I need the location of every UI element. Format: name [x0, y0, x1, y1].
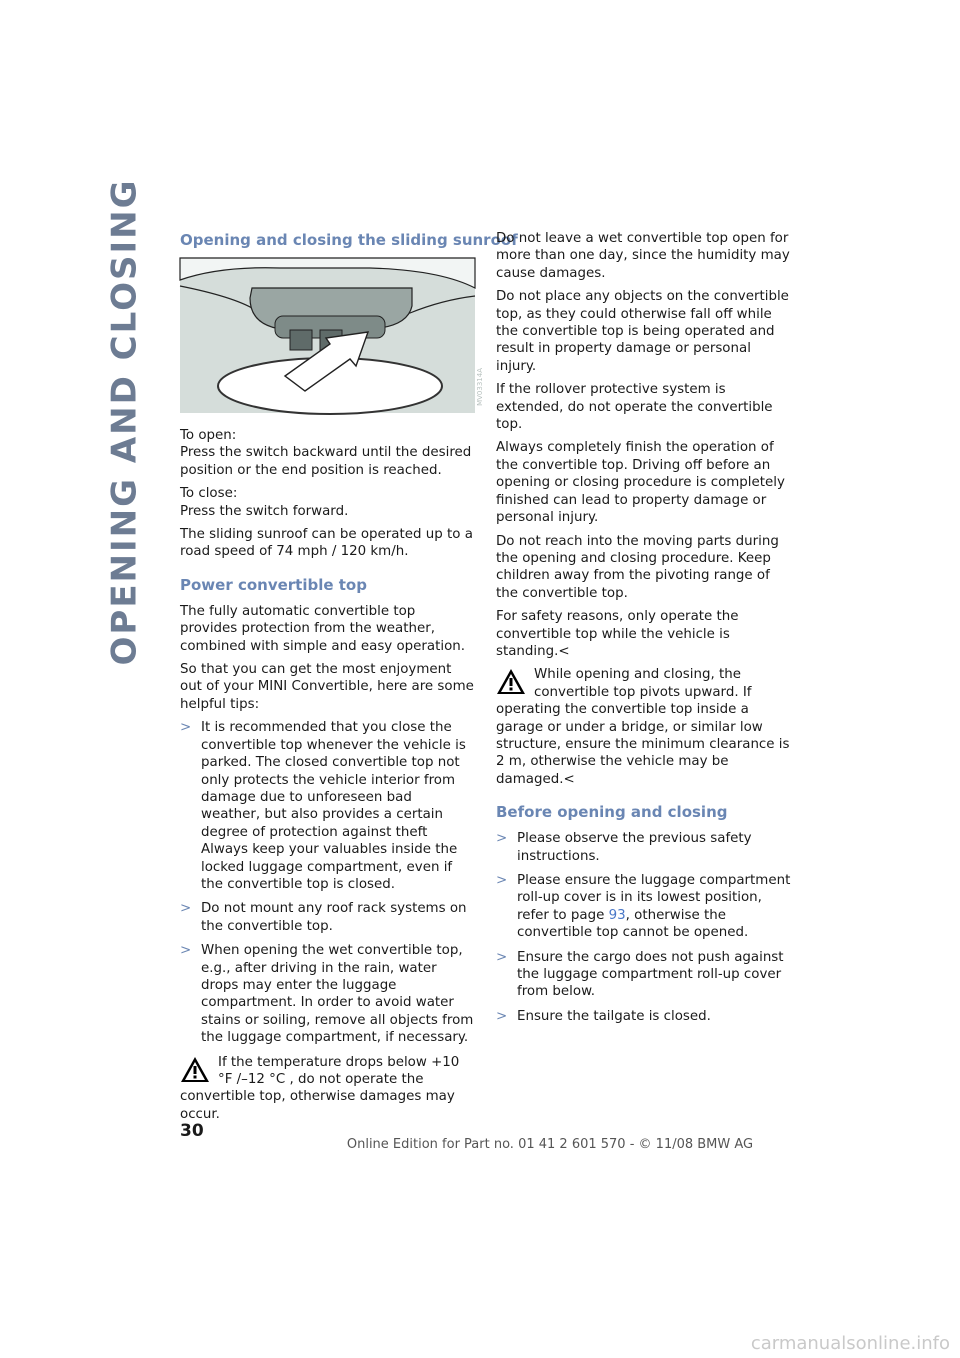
paragraph-moving-parts: Do not reach into the moving parts during the opening and closing procedure. Keep children away from the pivoting range of the convertible top.: [496, 533, 779, 601]
sunroof-switch-drawing: [180, 258, 475, 413]
warning-clearance: [496, 666, 791, 788]
bullet-marker: >: [180, 720, 192, 736]
tips-list: [180, 719, 475, 1046]
list-item-text: When opening the wet convertible top, e.g., after driving in the rain, water drops may enter the luggage compartment. In order to avoid water stains or soiling, remove all objects from the luggage compartment, if necessary.: [201, 943, 474, 1046]
list-item: [496, 830, 791, 865]
bullet-marker: >: [496, 831, 508, 847]
list-item-text: Ensure the tailgate is closed.: [517, 1008, 711, 1024]
paragraph-standing: For safety reasons, only operate the convertible top while the vehicle is standing.<: [496, 609, 739, 659]
page-93-link[interactable]: 93: [608, 907, 626, 923]
section-side-title-text: OPENING AND CLOSING: [104, 178, 144, 666]
watermark: carmanualsonline.info: [750, 1333, 950, 1354]
list-item: [180, 719, 475, 893]
close-title: To close:: [180, 486, 238, 502]
heading-before-opening: Before opening and closing: [496, 803, 728, 822]
list-item-text: Please ensure the luggage compartment roll-up cover is in its lowest position, refer to page: [517, 873, 791, 923]
warning-triangle-icon: [496, 668, 526, 695]
list-item: [496, 1008, 791, 1025]
paragraph-rollover: If the rollover protective system is extended, do not operate the convertible top.: [496, 382, 773, 433]
open-title: To open:: [180, 428, 237, 443]
right-column: [496, 230, 791, 1032]
left-column: [180, 230, 518, 1129]
intro-paragraph-2: So that you can get the most enjoyment out of your MINI Convertible, here are some helpful tips:: [180, 662, 474, 712]
list-item: [496, 949, 791, 1001]
section-side-title: [96, 178, 152, 666]
bullet-marker: >: [496, 1008, 508, 1024]
page-number: 30: [180, 1121, 204, 1141]
speed-text: The sliding sunroof can be operated up to a road speed of 74 mph / 120 km/h.: [180, 527, 473, 560]
paragraph-finish-operation: Always completely finish the operation of the convertible top. Driving off before an opening or closing procedure is completely finished can lead to property damage or personal injury.: [496, 440, 785, 526]
bullet-marker: >: [180, 943, 192, 959]
paragraph-wet-top: Do not leave a wet convertible top open for more than one day, since the humidity may cause damages.: [496, 231, 790, 281]
sunroof-switch-illustration: [180, 258, 484, 413]
warning-temperature: [180, 1054, 475, 1124]
list-item-text: Ensure the cargo does not push against the luggage compartment roll-up cover from below.: [517, 949, 784, 1000]
intro-paragraph-1: The fully automatic convertible top provides protection from the weather, combined with simple and easy operation.: [180, 603, 466, 654]
footer-edition: Online Edition for Part no. 01 41 2 601 570 - © 11/08 BMW AG: [346, 1137, 754, 1152]
paragraph-objects: Do not place any objects on the convertible top, as they could otherwise fall off while the convertible top is being operated and result in property damage or personal injury.: [496, 289, 789, 374]
list-item-text: Do not mount any roof rack systems on the convertible top.: [201, 901, 467, 934]
before-opening-list: [496, 830, 791, 1025]
list-item-text: , otherwise the convertible top cannot be opened.: [517, 907, 749, 941]
warning-temperature-text: If the temperature drops below +10 °F /–12 °C , do not operate the convertible top, otherwise damages may occur.: [180, 1054, 460, 1122]
bullet-marker: >: [496, 873, 508, 888]
heading-power-convertible-top: Power convertible top: [180, 575, 367, 594]
open-text: Press the switch backward until the desired position or the end position is reached.: [180, 445, 472, 478]
list-item: [180, 900, 475, 935]
list-item: [496, 872, 791, 942]
figure-code: MV03314A: [476, 368, 484, 406]
bullet-marker: >: [496, 949, 508, 965]
list-item-text: Please observe the previous safety instructions.: [517, 831, 752, 864]
warning-clearance-text: While opening and closing, the convertible top pivots upward. If operating the convertible top inside a garage or under a bridge, or similar low structure, ensure the minimum clearance is 2 m, otherwise the vehicle may be damaged.<: [496, 667, 790, 787]
list-item-text: It is recommended that you close the convertible top whenever the vehicle is parked. The closed convertible top not only protects the vehicle interior from damage due to unforeseen bad weather, but also provides a certain degree of protection against theft Always keep your valuables inside the locked luggage compartment, even if the convertible top is closed.: [201, 720, 466, 892]
list-item: [180, 942, 475, 1046]
heading-sliding-sunroof: Opening and closing the sliding sunroof: [180, 231, 518, 249]
warning-triangle-icon: [180, 1056, 210, 1083]
bullet-marker: >: [180, 901, 192, 917]
close-text: Press the switch forward.: [180, 503, 349, 519]
